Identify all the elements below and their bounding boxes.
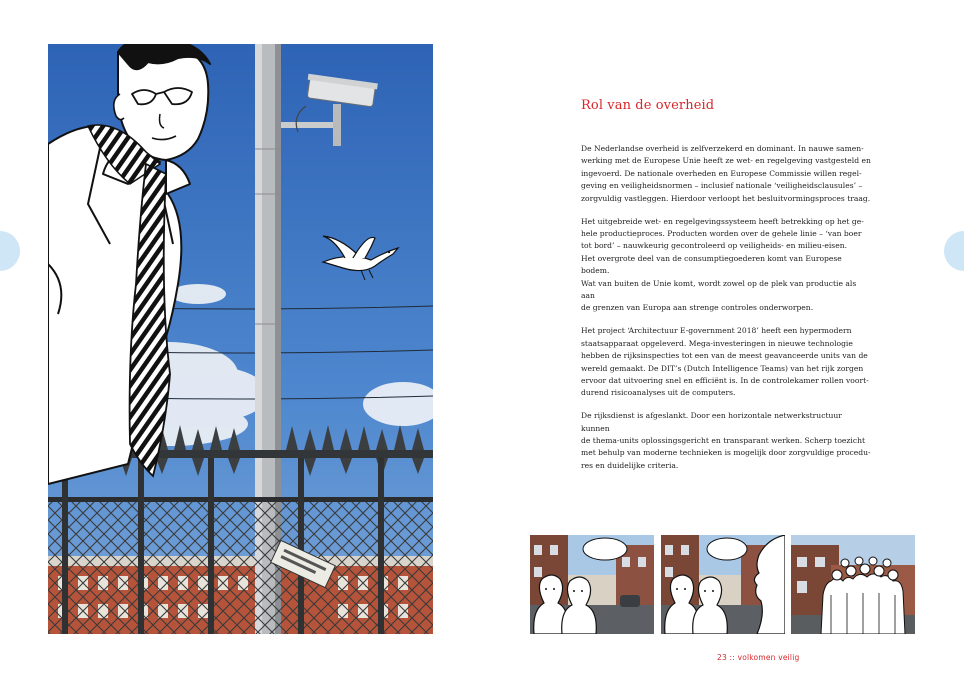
page-footer: 23 :: volkomen veilig [717,653,800,662]
strip-illustration-crowd [791,535,915,634]
main-illustration [48,44,433,634]
previous-page-tab[interactable] [0,231,20,271]
article-title: Rol van de overheid [581,98,715,113]
strip-illustration-profile [661,535,785,634]
article [581,98,871,483]
article-paragraph-2: Het uitgebreide wet- en regelgevingssysteem heeft betrekking op het ge- hele productieproces. Producten worden over de gehele linie – ‘van boer tot bord’ – nauwkeurig gecontroleerd op veiligheids- en milieu-eisen. Het overgrote deel van de consumptiegoederen komt van Europese bodem. Wat van buiten de Unie komt, wordt zowel op de plek van productie als aan de grenzen van Europa aan strenge controles onderworpen. [581,216,864,313]
article-paragraph-4: De rijksdienst is afgeslankt. Door een horizontale netwerkstructuur kunnen de thema-units oplossingsgericht en transparant werken. Scherp toezicht met behulp van moderne technieken is mogelijk door zorgvuldige procedu- res en duidelijke criteria. [581,411,871,470]
next-page-tab[interactable] [944,231,964,271]
article-paragraph-3: Het project ‘Architectuur E-government 2018’ heeft een hypermodern staatsapparaat opgeleverd. Mega-investeringen in nieuwe technologie hebben de rijksinspecties tot een van de meest geavanceerde units van de wereld gemaakt. De DIT’s (Dutch Intelligence Teams) van het rijk zorgen ervoor dat uitvoering snel en efficiënt is. In de controlekamer rollen voort- durend risicoanalyses uit de computers. [581,326,869,398]
article-paragraph-1: De Nederlandse overheid is zelfverzekerd en dominant. In nauwe samen- werking met de Europese Unie heeft ze wet- en regelgeving vastgesteld en ingevoerd. De nationale overheden en Europese Commissie willen regel- geving en veiligheidsnormen – inclusief nationale ‘veiligheidsclausules’ – zorgvuldig vastleggen. Hierdoor verloopt het besluitvormingsproces traag. [581,144,871,203]
strip-illustration-faces [530,535,654,634]
